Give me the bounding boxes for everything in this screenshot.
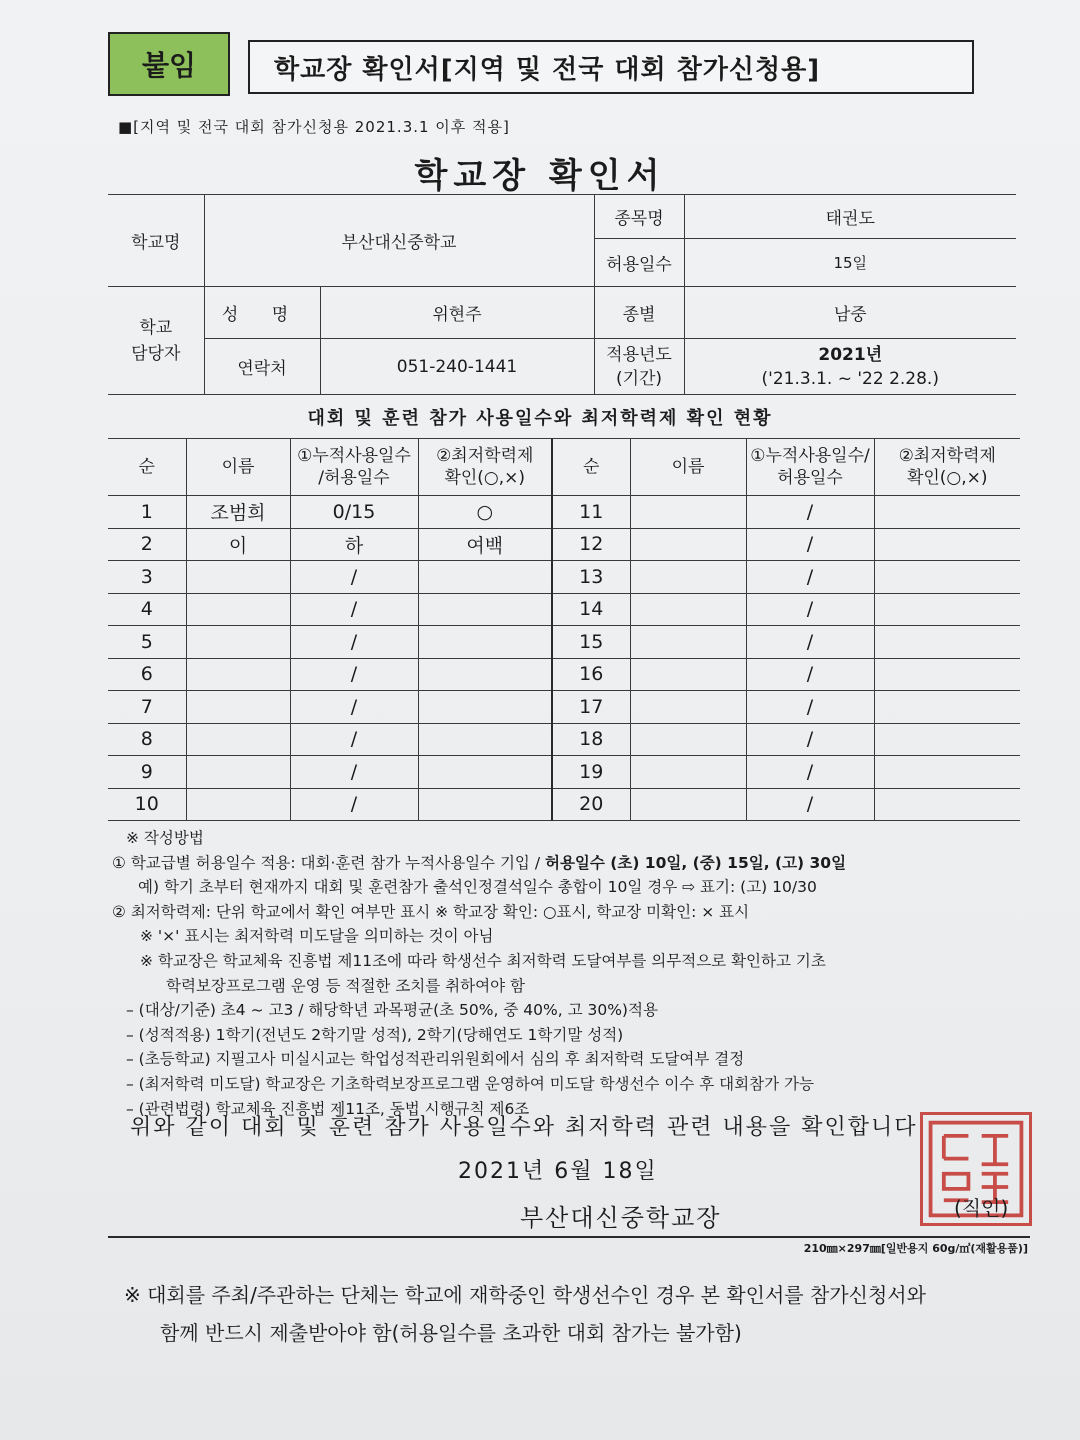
col-days-right: ①누적사용일수/ 허용일수: [746, 439, 874, 496]
table-row: [108, 691, 1020, 724]
row-no: 10: [108, 788, 186, 821]
row-name: [186, 788, 290, 821]
manager-name-label: 성 명: [204, 287, 320, 339]
row-no-right: 14: [552, 593, 630, 626]
row-check-right: [874, 593, 1020, 626]
table-row: [108, 658, 1020, 691]
row-days: 0/15: [290, 496, 418, 529]
row-check-right: [874, 561, 1020, 594]
note-1-bold: 허용일수 (초) 10일, (중) 15일, (고) 30일: [544, 853, 847, 872]
row-name: [186, 593, 290, 626]
row-check: [418, 626, 552, 659]
col-no: 순: [108, 439, 186, 496]
table-row: [108, 496, 1020, 529]
row-days-right: /: [746, 658, 874, 691]
row-check: [418, 723, 552, 756]
footer-line-1: ※ 대회를 주최/주관하는 단체는 학교에 재학중인 학생선수인 경우 본 확인서를 참가신청서와: [124, 1283, 926, 1307]
row-no-right: 15: [552, 626, 630, 659]
row-days-right: /: [746, 593, 874, 626]
confirmation-statement: 위와 같이 대회 및 훈련 참가 사용일수와 최저학력 관련 내용을 확인합니다: [130, 1115, 918, 1140]
page-title: 학교장 확인서: [414, 156, 666, 196]
row-days: /: [290, 788, 418, 821]
row-no-right: 18: [552, 723, 630, 756]
participation-table: [108, 438, 1020, 821]
manager-label: 학교 담당자: [108, 287, 204, 395]
row-no-right: 12: [552, 528, 630, 561]
row-name-right: [630, 496, 746, 529]
row-no: 2: [108, 528, 186, 561]
table-row: [108, 723, 1020, 756]
allowed-days-value: 15일: [684, 239, 1016, 287]
row-no-right: 13: [552, 561, 630, 594]
row-check: 여백: [418, 528, 552, 561]
row-no: 9: [108, 756, 186, 789]
row-no-right: 20: [552, 788, 630, 821]
row-check: ○: [418, 496, 552, 529]
row-check: [418, 561, 552, 594]
issue-date: 2021년 6월 18일: [458, 1159, 658, 1184]
row-name-right: [630, 723, 746, 756]
row-check-right: [874, 756, 1020, 789]
contact-value: 051-240-1441: [320, 339, 594, 395]
sport-label: 종목명: [594, 195, 684, 239]
note-1: [112, 851, 1032, 876]
sport-value: 태권도: [684, 195, 1016, 239]
table-row: [108, 756, 1020, 789]
row-days: /: [290, 756, 418, 789]
row-name: [186, 723, 290, 756]
row-name-right: [630, 691, 746, 724]
detail-5: – (관련법령) 학교체육 진흥법 제11조, 동법 시행규칙 제6조: [126, 1099, 530, 1118]
note-2a: ※ '×' 표시는 최저학력 미도달을 의미하는 것이 아님: [140, 927, 494, 946]
table-row: [108, 561, 1020, 594]
row-name-right: [630, 658, 746, 691]
row-check: [418, 756, 552, 789]
row-name-right: [630, 528, 746, 561]
row-days-right: /: [746, 561, 874, 594]
row-check-right: [874, 496, 1020, 529]
row-name: 조범희: [186, 496, 290, 529]
table-row: [108, 528, 1020, 561]
row-check-right: [874, 528, 1020, 561]
row-no-right: 17: [552, 691, 630, 724]
row-no-right: 19: [552, 756, 630, 789]
note-2b-cont: 학력보장프로그램 운영 등 적절한 조치를 취하여야 함: [166, 976, 525, 995]
row-check-right: [874, 788, 1020, 821]
note-1-example: 예) 학기 초부터 현재까지 대회 및 훈련참가 출석인정결석일수 총합이 10일 경우 ⇨ 표기: (고) 10/30: [138, 878, 817, 897]
paper-spec: 210㎜×297㎜[일반용지 60g/㎡(재활용품)]: [803, 1242, 1028, 1255]
row-check-right: [874, 626, 1020, 659]
category-label: 종별: [594, 287, 684, 339]
instructions: [112, 826, 1032, 1121]
category-value: 남중: [684, 287, 1016, 339]
col-check-right: ②최저학력제 확인(○,×): [874, 439, 1020, 496]
section-title: 대회 및 훈련 참가 사용일수와 최저학력제 확인 현황: [307, 408, 773, 429]
year-label: 적용년도 (기간): [594, 339, 684, 395]
document-header: [108, 32, 978, 98]
row-days: /: [290, 658, 418, 691]
applicability-note: ■[지역 및 전국 대회 참가신청용 2021.3.1 이후 적용]: [118, 118, 510, 136]
col-check: ②최저학력제 확인(○,×): [418, 439, 552, 496]
col-name-right: 이름: [630, 439, 746, 496]
row-days: /: [290, 626, 418, 659]
row-name-right: [630, 561, 746, 594]
detail-3: – (초등학교) 지필고사 미실시교는 학업성적관리위원회에서 심의 후 최저학력 도달여부 결정: [126, 1050, 745, 1069]
seal-label: (직인): [954, 1196, 1009, 1220]
row-no: 5: [108, 626, 186, 659]
detail-1: – (대상/기준) 초4 ~ 고3 / 해당학년 과목평균(초 50%, 중 40%, 고 30%)적용: [126, 1001, 658, 1020]
manager-name-value: 위현주: [320, 287, 594, 339]
row-name-right: [630, 593, 746, 626]
row-check-right: [874, 658, 1020, 691]
school-name-value: 부산대신중학교: [204, 195, 594, 287]
divider: [108, 1236, 1030, 1238]
row-name: [186, 756, 290, 789]
attachment-tag: 붙임: [108, 32, 230, 96]
row-name-right: [630, 756, 746, 789]
contact-label: 연락처: [204, 339, 320, 395]
year-cell: [684, 339, 1016, 395]
row-no: 1: [108, 496, 186, 529]
row-days-right: /: [746, 528, 874, 561]
row-check: [418, 658, 552, 691]
table-header-row: [108, 439, 1020, 496]
footer-line-2: 함께 반드시 제출받아야 함(허용일수를 초과한 대회 참가는 불가함): [160, 1321, 742, 1345]
row-days-right: /: [746, 788, 874, 821]
row-days: 하: [290, 528, 418, 561]
row-days: /: [290, 723, 418, 756]
row-check-right: [874, 691, 1020, 724]
row-name: [186, 691, 290, 724]
col-name: 이름: [186, 439, 290, 496]
row-check-right: [874, 723, 1020, 756]
note-2: ② 최저학력제: 단위 학교에서 확인 여부만 표시 ※ 학교장 확인: ○표시, 학교장 미확인: × 표시: [112, 902, 750, 921]
row-no: 3: [108, 561, 186, 594]
table-row: [108, 626, 1020, 659]
row-name-right: [630, 788, 746, 821]
note-1-text: ① 학교급별 허용일수 적용: 대회·훈련 참가 누적사용일수 기입 /: [112, 853, 545, 872]
detail-2: – (성적적용) 1학기(전년도 2학기말 성적), 2학기(당해연도 1학기말 성적): [126, 1025, 624, 1044]
note-2b: ※ 학교장은 학교체육 진흥법 제11조에 따라 학생선수 최저학력 도달여부를 의무적으로 확인하고 기초: [140, 951, 826, 970]
row-days-right: /: [746, 496, 874, 529]
row-no: 4: [108, 593, 186, 626]
row-days-right: /: [746, 723, 874, 756]
row-name: [186, 626, 290, 659]
row-name: 이: [186, 528, 290, 561]
row-no: 6: [108, 658, 186, 691]
row-name-right: [630, 626, 746, 659]
col-days: ①누적사용일수 /허용일수: [290, 439, 418, 496]
row-days-right: /: [746, 756, 874, 789]
row-days-right: /: [746, 691, 874, 724]
row-days: /: [290, 691, 418, 724]
row-no: 7: [108, 691, 186, 724]
year-value: 2021년: [818, 344, 883, 365]
row-no-right: 11: [552, 496, 630, 529]
row-name: [186, 561, 290, 594]
row-check: [418, 788, 552, 821]
school-name-label: 학교명: [108, 195, 204, 287]
row-no-right: 16: [552, 658, 630, 691]
period-value: ('21.3.1. ~ '22 2.28.): [761, 368, 939, 389]
info-table: [108, 194, 1016, 395]
principal-signature: 부산대신중학교장: [520, 1204, 722, 1232]
row-days-right: /: [746, 626, 874, 659]
table-row: [108, 593, 1020, 626]
header-title: 학교장 확인서[지역 및 전국 대회 참가신청용]: [248, 40, 974, 94]
detail-4: – (최저학력 미도달) 학교장은 기초학력보장프로그램 운영하여 미도달 학생선수 이수 후 대회참가 가능: [126, 1074, 814, 1093]
row-name: [186, 658, 290, 691]
allowed-days-label: 허용일수: [594, 239, 684, 287]
row-check: [418, 691, 552, 724]
row-days: /: [290, 593, 418, 626]
table-row: [108, 788, 1020, 821]
row-check: [418, 593, 552, 626]
row-no: 8: [108, 723, 186, 756]
col-no-right: 순: [552, 439, 630, 496]
instructions-heading: ※ 작성방법: [126, 829, 204, 847]
footer-note: [124, 1276, 926, 1352]
row-days: /: [290, 561, 418, 594]
